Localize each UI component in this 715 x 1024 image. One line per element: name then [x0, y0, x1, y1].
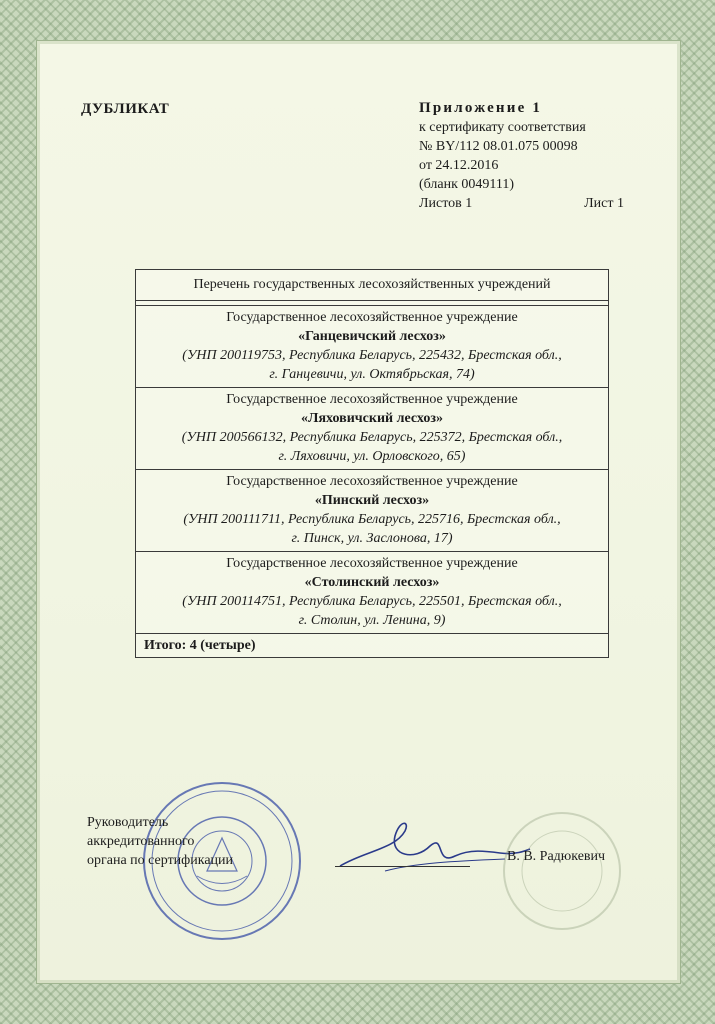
org-type: Государственное лесохозяйственное учреждение	[226, 392, 518, 407]
table-row	[136, 551, 608, 633]
signer-title-line: аккредитованного	[87, 834, 195, 849]
certificate-date: от 24.12.2016	[419, 158, 499, 173]
org-type: Государственное лесохозяйственное учреждение	[226, 474, 518, 489]
org-details: (УНП 200114751, Республика Беларусь, 225501, Брестская обл.,	[182, 594, 562, 609]
signer-title-line: Руководитель	[87, 815, 169, 830]
duplicate-label: ДУБЛИКАТ	[81, 101, 170, 117]
table-header: Перечень государственных лесохозяйственных учреждений	[193, 277, 551, 292]
certificate-paper	[36, 40, 681, 984]
org-details: г. Ляховичи, ул. Орловского, 65)	[278, 449, 466, 464]
sheet-number: Лист 1	[584, 196, 624, 211]
sheets-total: Листов 1	[419, 196, 473, 211]
certificate-number: № BY/112 08.01.075 00098	[419, 139, 578, 154]
org-details: (УНП 200111711, Республика Беларусь, 225716, Брестская обл.,	[183, 512, 561, 527]
org-name: «Ганцевичский лесхоз»	[298, 329, 446, 344]
table-total: Итого: 4 (четыре)	[136, 633, 608, 657]
org-details: г. Столин, ул. Ленина, 9)	[298, 613, 446, 628]
annex-line: к сертификату соответствия	[419, 120, 586, 135]
blank-number: (бланк 0049111)	[419, 177, 515, 192]
table-row	[136, 305, 608, 387]
org-details: (УНП 200119753, Республика Беларусь, 225432, Брестская обл.,	[182, 348, 562, 363]
signer-name: В. В. Радюкевич	[507, 849, 606, 864]
signer-title-line: органа по сертификации	[87, 853, 234, 868]
org-type: Государственное лесохозяйственное учреждение	[226, 310, 518, 325]
signature-line	[335, 866, 470, 867]
hologram-seal	[497, 806, 627, 936]
signer-title	[87, 813, 233, 870]
annex-block	[419, 99, 624, 213]
organizations-table	[135, 269, 609, 658]
sheets-info	[419, 194, 624, 213]
org-name: «Ляховичский лесхоз»	[301, 411, 443, 426]
org-details: г. Пинск, ул. Заслонова, 17)	[291, 531, 453, 546]
org-type: Государственное лесохозяйственное учреждение	[226, 556, 518, 571]
org-name: «Столинский лесхоз»	[304, 575, 440, 590]
org-details: г. Ганцевичи, ул. Октябрьская, 74)	[269, 367, 475, 382]
org-details: (УНП 200566132, Республика Беларусь, 225372, Брестская обл.,	[181, 430, 563, 445]
table-row	[136, 469, 608, 551]
annex-title: Приложение 1	[419, 100, 543, 116]
table-row	[136, 387, 608, 469]
org-name: «Пинский лесхоз»	[314, 493, 430, 508]
